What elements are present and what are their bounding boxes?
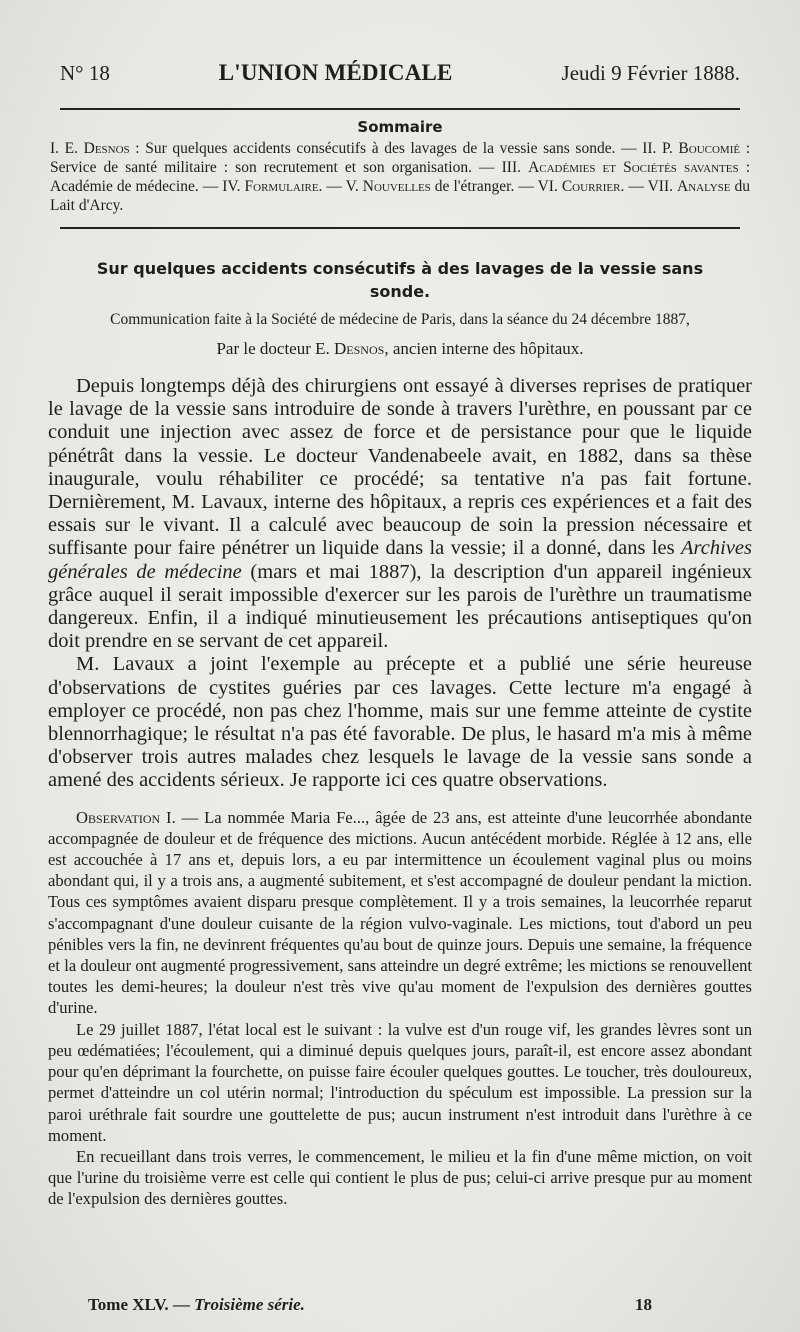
section-formulaire: Formulaire [244, 178, 319, 195]
author-desnos: Desnos [83, 140, 130, 157]
issue-date: Jeudi 9 Février 1888. [561, 61, 740, 85]
author-boucomie: Boucomié [678, 140, 741, 157]
sommaire-text: I. E. Desnos : Sur quelques accidents consécutifs à des lavages de la vessie sans sonde. — II. P. Boucomié : Service de santé militaire : son recrutement et son organisation. — III. Académies et Sociétés savantes : Académie de médecine. — IV. Formulaire. — V. Nouvelles de l'étranger. — VI. Courrier. — VII. Analyse du Lait d'Arcy. [50, 140, 751, 214]
article-body [48, 375, 752, 793]
observation-paragraph: Observation I. — La nommée Maria Fe..., âgée de 23 ans, est atteinte d'une leucorrhée abondante accompagnée de douleur et de fréquence des mictions. Aucun antécédent morbide. Réglée à 12 ans, elle est accouchée à 17 ans et, depuis lors, a eu par intermittence un écoulement vaginal plus ou moins abondant qui, il y a trois ans, a augmenté subitement, et s'est accompagné de douleur pendant la miction. Tous ces symptômes avaient disparu presque complètement. Il y a trois semaines, la leucorrhée reparut s'accompagnant d'une douleur cuisante de la région vulvo-vaginale. Les mictions, tout d'abord un peu pénibles vers la fin, ne devinrent fréquentes qu'au bout de quinze jours. Depuis une semaine, la fréquence et la douleur ont augmenté progressivement, sans atteindre un degré extrême; les mictions se renouvellent toutes les demi-heures; la douleur n'est très vive qu'au moment de l'expulsion des dernières gouttes d'urine. [48, 807, 752, 1018]
section-nouvelles: Nouvelles [362, 178, 431, 195]
observation-section [48, 807, 752, 1210]
volume-series: Tome XLV. — Troisième série. [88, 1295, 305, 1314]
sommaire-rule [60, 227, 740, 229]
header-rule [60, 108, 740, 110]
section-academies: Académies et Sociétés savantes [528, 159, 739, 176]
article-title: Sur quelques accidents consécutifs à des lavages de la vessie sans sonde. [96, 259, 704, 301]
page-header [60, 50, 740, 104]
journal-title: L'UNION MÉDICALE [218, 60, 453, 85]
section-analyse: Analyse [677, 178, 731, 195]
issue-number: N° 18 [60, 61, 110, 85]
page-footer [88, 1295, 652, 1315]
article-author: Par le docteur E. Desnos, ancien interne des hôpitaux. [216, 339, 584, 358]
page-number: 18 [635, 1295, 652, 1314]
section-courrier: Courrier [561, 178, 621, 195]
body-paragraph: Depuis longtemps déjà des chirurgiens ont essayé à diverses reprises de pratiquer le lavage de la vessie sans introduire de sonde à travers l'urèthre, en poussant par ce conduit une injection avec assez de force et de persistance pour que le liquide pénétrât dans la vessie. Le docteur Vandenabeele avait, en 1882, dans sa thèse inaugurale, voulu réhabiliter ce procédé; sa tentative n'a pas fait fortune. Dernièrement, M. Lavaux, interne des hôpitaux, a repris ces expériences et a fait des essais sur le vivant. Il a calculé avec beaucoup de soin la pression nécessaire et suffisante pour faire pénétrer un liquide dans la vessie; il a donné, dans les Archives générales de médecine (mars et mai 1887), la description d'un appareil ingénieux grâce auquel il serait impossible d'exercer sur les parois de l'urèthre un traumatisme dangereux. Enfin, il a indiqué minutieusement les précautions antiseptiques qu'on doit prendre en se servant de cet appareil. [48, 375, 753, 653]
observation-paragraph: Le 29 juillet 1887, l'état local est le suivant : la vulve est d'un rouge vif, les grandes lèvres sont un peu œdématiées; l'écoulement, qui a diminué depuis quelques jours, paraît-il, est encore assez abondant pour qu'en déprimant la fourchette, on puisse faire écouler quelques gouttes. Le toucher, très douloureux, permet d'atteindre un col utérin normal; l'introduction du spéculum est impossible. La pression sur la paroi uréthrale fait sourdre une gouttelette de pus; aucun instrument n'est introduit dans l'urèthre à ce moment. [48, 1019, 752, 1145]
journal-reference: Archives générales de médecine [48, 537, 752, 583]
observation-label: Observation I. [76, 807, 176, 827]
body-paragraph: M. Lavaux a joint l'exemple au précepte et a publié une série heureuse d'observations de cystites guéries par ces lavages. Cette lecture m'a engagé à employer ce procédé, non pas chez l'homme, mais sur une femme atteinte de cystite blennorrhagique; le résultat n'a pas été favorable. De plus, le hasard m'a mis à même d'observer trois autres malades chez lesquels le lavage de la vessie sans sonde a amené des accidents sérieux. Je rapporte ici ces quatre observations. [48, 653, 752, 792]
observation-paragraph: En recueillant dans trois verres, le commencement, le milieu et la fin d'une même miction, on voit que l'urine du troisième verre est celle qui contient le plus de pus; celui-ci arrive presque pur au moment de l'expulsion des dernières gouttes. [48, 1146, 752, 1209]
article-communication: Communication faite à la Société de médecine de Paris, dans la séance du 24 décembre 1887, [110, 311, 690, 328]
sommaire-title: Sommaire [357, 118, 443, 136]
